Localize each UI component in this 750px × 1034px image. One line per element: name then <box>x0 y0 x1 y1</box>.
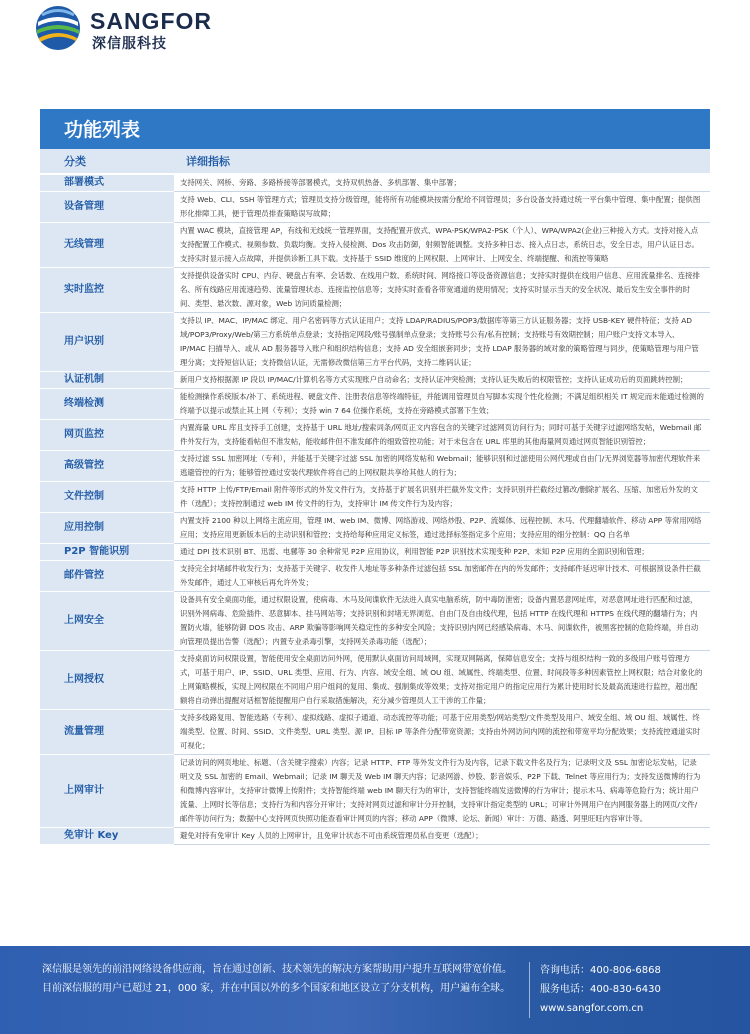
table-row <box>40 544 710 561</box>
table-row <box>40 513 710 544</box>
detail-cell: 能检测操作系统版本/补丁、系统进程、硬盘文件、注册表信息等终端特征，并能调用管理员自写脚本实现个性化检测；不满足组织相关 IT 规定而未能通过检测的终端予以提示或禁止其上网（专利）；支持 win 7 64 位操作系统，支持在旁路模式部署下生效； <box>174 389 710 420</box>
table-row <box>40 192 710 223</box>
footer-message: 深信服是领先的前沿网络设备供应商，旨在通过创新、技术领先的解决方案帮助用户提升互联网带宽价值。目前深信服的用户已超过 21，000 家，并在中国以外的多个国家和地区设立了分支机构，用户遍布全球。 <box>42 964 512 994</box>
detail-cell: 支持网关、网桥、旁路、多路桥接等部署模式，支持双机热备、多机部署、集中部署； <box>174 174 710 192</box>
page-header <box>0 0 750 110</box>
detail-cell: 内置海量 URL 库且支持手工创建，支持基于 URL 地址/搜索词条/网页正文内容包含的关键字过滤网页访问行为；同时可基于关键字过滤网络发帖，Webmail 邮件外发行为，支持能看帖但不准发帖，能收邮件但不准发邮件的细致管控功能；对于未包含在 URL 库里的其他海量网页通过网页智能识别管控； <box>174 420 710 451</box>
category-cell: P2P 智能识别 <box>40 544 174 561</box>
category-cell: 流量管理 <box>40 710 174 755</box>
table-row <box>40 420 710 451</box>
column-header-details: 详细指标 <box>174 149 710 174</box>
feature-table <box>40 149 710 845</box>
table-row <box>40 372 710 389</box>
category-cell: 邮件管控 <box>40 561 174 592</box>
category-cell: 高级管控 <box>40 451 174 482</box>
consult-phone-number: 400-806-6868 <box>590 965 661 976</box>
category-cell: 实时监控 <box>40 268 174 313</box>
detail-cell: 支持 HTTP 上传/FTP/Email 附件等形式的外发文件行为，支持基于扩展名识别并拦截外发文件；支持识别并拦截经过篡改/删除扩展名、压缩、加密后外发的文件（选配）；支持控制通过 web IM 传文件的行为，支持审计 IM 传文件行为及内容； <box>174 482 710 513</box>
table-row <box>40 313 710 372</box>
detail-cell: 内置支持 2100 种以上网络主流应用，管理 IM、web IM、微博、网络游戏、网络炒股、P2P、流媒体、远程控制、木马、代理翻墙软件、移动 APP 等常用网络应用；支持应用更新版本后的主动识别和管控；支持给每种应用定义标签，通过选择标签指定多个应用；支持应用的细分控制：QQ 白名单 <box>174 513 710 544</box>
consult-phone-label: 咨询电话： <box>540 965 590 976</box>
category-cell: 应用控制 <box>40 513 174 544</box>
table-header-row <box>40 149 710 174</box>
table-row <box>40 710 710 755</box>
table-row <box>40 174 710 192</box>
detail-cell: 记录访问的网页地址、标题、（含关键字搜索）内容；记录 HTTP、FTP 等外发文件行为及内容，记录下载文件名及行为；记录明文及 SSL 加密论坛发帖，记录明文及 SSL 加密的 Email、Webmail；记录 IM 聊天及 Web IM 聊天内容；记录网游、炒股、影音娱乐、P2P 下载、Telnet 等应用行为；支持发送微博的行为和微博内容审计，支持审计微博上传附件；支持智能终端 web IM 聊天行为的审计，支持智能终端发送微博的行为审计；提示木马、病毒等危险行为；统计用户流量、上网时长等信息；支持行为和内容分开审计；支持对网页过滤和审计分开控制，支持审计指定类型的 URL；可审计外网用户在内网服务器上的网页/文件/邮件等访问行为；数据中心支持网页快照功能查看审计网页的内容；移动 APP（微博、论坛、新闻）审计：万德、路透、阿里旺旺内容审计等。 <box>174 755 710 828</box>
footer-contact <box>540 961 661 1018</box>
category-cell: 网页监控 <box>40 420 174 451</box>
category-cell: 设备管理 <box>40 192 174 223</box>
table-row <box>40 592 710 651</box>
sangfor-logo-icon <box>34 4 82 52</box>
category-cell: 终端检测 <box>40 389 174 420</box>
service-phone-line <box>540 980 661 999</box>
category-cell: 无线管理 <box>40 223 174 268</box>
service-phone-number: 400-830-6430 <box>590 984 661 995</box>
detail-cell: 支持以 IP、MAC、IP/MAC 绑定、用户名密码等方式认证用户；支持 LDAP/RADIUS/POP3/数据库等第三方认证服务器；支持 USB-KEY 硬件特征；支持 AD 域/POP3/Proxy/Web/第三方系统单点登录；支持指定网段/账号强制单点登录；支持账号公有/私有控制；支持账号有效期控制；用户账户支持文本导入、IP/MAC 扫描导入、或从 AD 服务器导入账户和组织结构信息；支持 AD 安全组嵌套同步；支持 LDAP 服务器的域对象的策略管理与同步，使策略管理与用户管理分离；支持短信认证；支持微信认证，无需修改微信第三方平台代码，支持二维码认证； <box>174 313 710 372</box>
detail-cell: 支持提供设备实时 CPU、内存、硬盘占有率、会话数、在线用户数、系统时间、网络接口等设备资源信息；支持实时提供在线用户信息、应用流量排名、连接排名、所有线路应用流速趋势、流量管理状态、连接监控信息等；支持实时查看各带宽通道的使用情况；支持实时显示当天的安全状况、最后发生安全事件的时间、类型、悬次数、源对象，Web 访问质量检测； <box>174 268 710 313</box>
detail-cell: 内置 WAC 模块，直接管理 AP，有线和无线统一管理界面，支持配置开放式、WPA-PSK/WPA2-PSK（个人）、WPA/WPA2(企业)三种接入方式。支持对接入点支持配置工作模式、视频参数、负载均衡。支持入侵检测、Dos 攻击防御，射频智能调整。支持多种日志、接入点日志，系统日志，安全日志，用户认证日志。支持实时显示接入点故障，并提供诊断工具下载。支持基于 SSID 维度的上网权限、上网审计、上网安全、终端提醒、和流控等策略 <box>174 223 710 268</box>
detail-cell: 支持桌面访问权限设置，智能使用安全桌面访问外网，使用默认桌面访问局域网，实现双网隔离，保障信息安全；支持与组织结构一致的多级用户账号管理方式，可基于用户、IP、SSID、URL 类型、应用、行为、内容、域安全组、域 OU 组、域属性、终端类型、位置、时间段等多种因素管控上网权限；结合对象化的上网策略模板，实现上网权限在不同用户用户组间的复用、集成、强制集成等效果；支持对指定用户的指定应用行为累计使用时长及最高流速进行监控，超出配额将自动弹出提醒对话框智能提醒用户自行采取措施解决，充分减少管理员人工干涉的工作量； <box>174 651 710 710</box>
detail-cell: 新用户支持根据源 IP 段以 IP/MAC/计算机名等方式实现账户自动命名；支持认证冲突检测；支持认证失败后的权限管控；支持认证成功后的页面跳转控制； <box>174 372 710 389</box>
footer-divider <box>529 962 530 1018</box>
category-cell: 上网审计 <box>40 755 174 828</box>
detail-cell: 避免对持有免审计 Key 人员的上网审计，且免审计状态不可由系统管理员私自变更（选配）； <box>174 828 710 845</box>
column-header-category: 分类 <box>40 149 174 174</box>
detail-cell: 支持多线路复用、智能选路（专利）、虚拟线路、虚拟子通道、动态流控等功能；可基于应用类型/网站类型/文件类型及用户、域安全组、域 OU 组、域属性、终端类型、位置、时间、SSID、文件类型、URL 类型、源 IP、目标 IP 等条件分配带宽资源；支持由外网访问内网的流控和带宽平均分配效果；支持流控通道实时可视化； <box>174 710 710 755</box>
service-phone-label: 服务电话： <box>540 984 590 995</box>
consult-phone-line <box>540 961 661 980</box>
category-cell: 部署模式 <box>40 174 174 192</box>
table-row <box>40 482 710 513</box>
feature-table-body <box>40 174 710 845</box>
section-title-band <box>40 109 710 149</box>
website-link[interactable]: www.sangfor.com.cn <box>540 1003 644 1014</box>
category-cell: 上网授权 <box>40 651 174 710</box>
brand-name-cn: 深信服科技 <box>92 36 167 52</box>
table-row <box>40 223 710 268</box>
detail-cell: 通过 DPI 技术识别 BT、迅雷、电骡等 30 余种常见 P2P 应用协议，利用智能 P2P 识别技术实现变种 P2P、未知 P2P 应用的全面识别和管理； <box>174 544 710 561</box>
detail-cell: 设备具有安全桌面功能，通过权限设置，使病毒、木马及间谍软件无法进入真实电脑系统，防中毒防泄密；设备内置恶意网址库，对恶意网址进行匹配和过滤，识别外网病毒、危险插件、恶意脚本、挂马网站等；支持识别和封堵无界浏览、自由门及自由线代理，包括 HTTP 在线代理和 HTTPS 在线代理的翻墙行为；内置防火墙，能够防御 DOS 攻击、ARP 欺骗等影响网关稳定性的多种安全风险；支持识别内网已经感染病毒、木马、间谍软件，被黑客控制的危险终端，并自动向管理员提出告警（选配）；内置专业杀毒引擎，支持网关杀毒功能（选配）； <box>174 592 710 651</box>
category-cell: 免审计 Key <box>40 828 174 845</box>
section-title: 功能列表 <box>64 119 141 141</box>
table-row <box>40 268 710 313</box>
table-row <box>40 451 710 482</box>
table-row <box>40 651 710 710</box>
category-cell: 用户识别 <box>40 313 174 372</box>
category-cell: 文件控制 <box>40 482 174 513</box>
detail-cell: 支持过滤 SSL 加密网址（专利），并能基于关键字过滤 SSL 加密的网络发帖和 Webmail；能够识别和过滤使用公网代理或自由门/无界浏览器等加密代理软件来逃避管控的行为；能够管控通过安装代理软件将自己的上网权限共享给其他人的行为； <box>174 451 710 482</box>
table-row <box>40 755 710 828</box>
detail-cell: 支持完全封堵邮件收发行为；支持基于关键字、收发件人地址等多种条件过滤包括 SSL 加密邮件在内的外发邮件；支持邮件延迟审计技术、可根据预设条件拦截外发邮件，通过人工审核后再允许外发； <box>174 561 710 592</box>
category-cell: 认证机制 <box>40 372 174 389</box>
table-row <box>40 828 710 845</box>
table-row <box>40 561 710 592</box>
table-row <box>40 389 710 420</box>
category-cell: 上网安全 <box>40 592 174 651</box>
detail-cell: 支持 Web、CLI、SSH 等管理方式；管理员支持分级管理，能将所有功能模块按需分配给不同管理员；多台设备支持通过统一平台集中管理、集中配置；提供图形化排障工具，便于管理员排查策略误写故障； <box>174 192 710 223</box>
brand-name-en: SANGFOR <box>90 8 212 34</box>
